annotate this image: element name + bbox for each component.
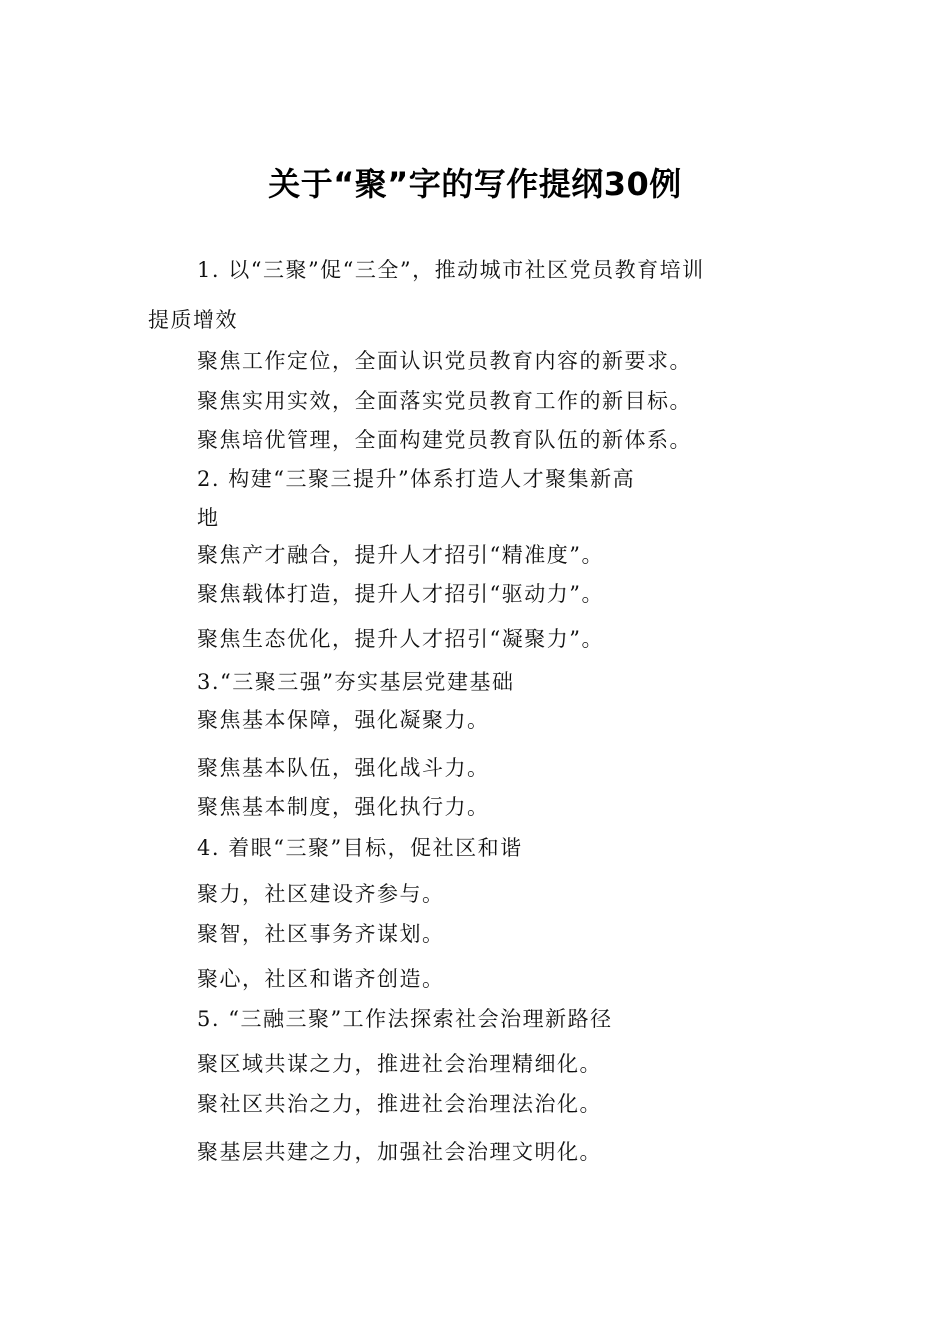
list-item: 聚焦产才融合，提升人才招引“精准度”。 bbox=[197, 543, 604, 567]
list-item: 聚焦基本队伍，强化战斗力。 bbox=[197, 756, 490, 780]
list-item: 聚焦基本制度，强化执行力。 bbox=[197, 795, 490, 819]
list-item: 聚焦工作定位，全面认识党员教育内容的新要求。 bbox=[197, 349, 692, 373]
list-item: 聚基层共建之力，加强社会治理文明化。 bbox=[197, 1140, 602, 1164]
section-heading: 4. 着眼“三聚”目标，促社区和谐 bbox=[197, 836, 523, 860]
list-item: 聚社区共治之力，推进社会治理法治化。 bbox=[197, 1092, 602, 1116]
list-item: 聚力，社区建设齐参与。 bbox=[197, 882, 445, 906]
list-item: 聚区域共谋之力，推进社会治理精细化。 bbox=[197, 1052, 602, 1076]
section-heading: 3.“三聚三强”夯实基层党建基础 bbox=[197, 670, 515, 694]
list-item: 聚焦载体打造，提升人才招引“驱动力”。 bbox=[197, 582, 604, 606]
section-heading-continuation: 提质增效 bbox=[148, 308, 238, 332]
list-item: 聚智，社区事务齐谋划。 bbox=[197, 922, 445, 946]
section-heading-continuation: 地 bbox=[197, 506, 220, 530]
document-title: 关于“聚”字的写作提纲30例 bbox=[268, 165, 682, 203]
list-item: 聚心，社区和谐齐创造。 bbox=[197, 967, 445, 991]
list-item: 聚焦生态优化，提升人才招引“凝聚力”。 bbox=[197, 627, 604, 651]
section-heading: 2. 构建“三聚三提升”体系打造人才聚集新高 bbox=[197, 467, 636, 491]
section-heading: 5. “三融三聚”工作法探索社会治理新路径 bbox=[197, 1007, 613, 1031]
list-item: 聚焦基本保障，强化凝聚力。 bbox=[197, 708, 490, 732]
list-item: 聚焦实用实效，全面落实党员教育工作的新目标。 bbox=[197, 389, 692, 413]
list-item: 聚焦培优管理，全面构建党员教育队伍的新体系。 bbox=[197, 428, 692, 452]
section-heading: 1. 以“三聚”促“三全”，推动城市社区党员教育培训 bbox=[197, 258, 705, 282]
